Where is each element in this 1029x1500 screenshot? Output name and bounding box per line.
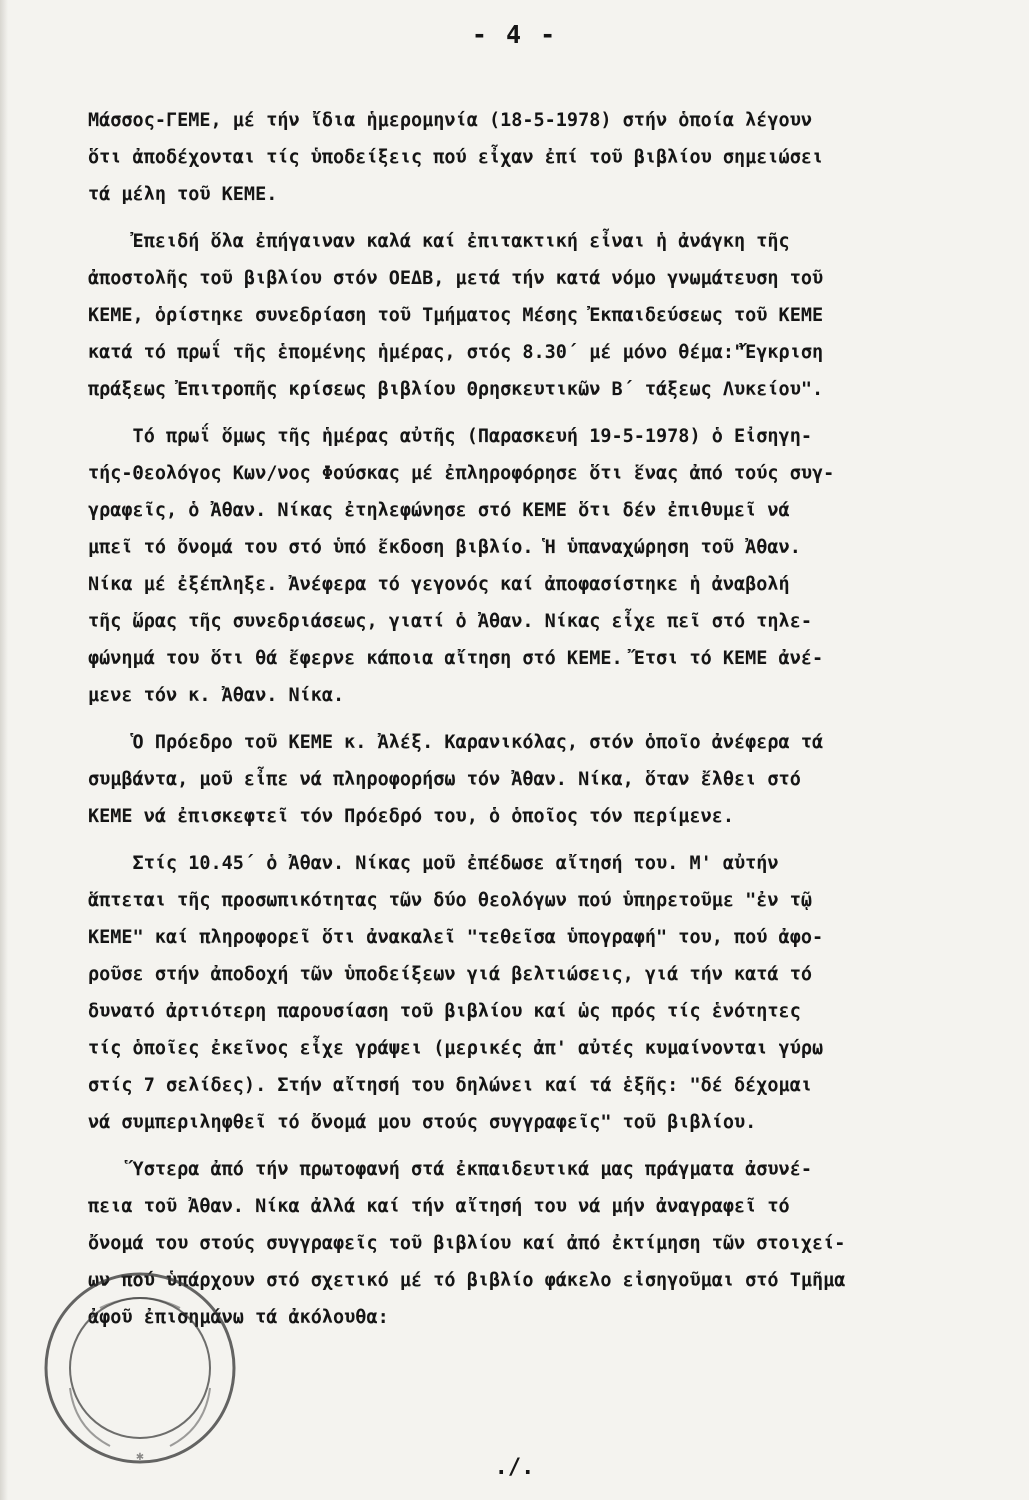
text-line: ΚΕΜΕ νά ἐπισκεφτεῖ τόν Πρόεδρό του, ὁ ὁποῖος τόν περίμενε. <box>88 806 735 827</box>
text-line: γραφεῖς, ὁ Ἀθαν. Νίκας ἐτηλεφώνησε στό ΚΕΜΕ ὅτι δέν ἐπιθυμεῖ νά <box>88 500 790 521</box>
text-line: ροῦσε στήν ἀποδοχή τῶν ὑποδείξεων γιά βελτιώσεις, γιά τήν κατά τό <box>88 964 812 985</box>
text-line: ἀφοῦ ἐπισημάνω τά ἀκόλουθα: <box>88 1307 389 1328</box>
text-line: στίς 7 σελίδες). Στήν αἴτησή του δηλώνει καί τά ἑξῆς: "δέ δέχομαι <box>88 1075 812 1096</box>
text-line: Στίς 10.45΄ ὁ Ἀθαν. Νίκας μοῦ ἐπέδωσε αἴτησή του. Μ' αὐτήν <box>88 853 779 874</box>
text-line: ΚΕΜΕ" καί πληροφορεῖ ὅτι ἀνακαλεῖ "τεθεῖσα ὑπογραφή" του, πού ἀφο- <box>88 927 824 948</box>
text-line: τῆς ὥρας τῆς συνεδριάσεως, γιατί ὁ Ἀθαν. Νίκας εἶχε πεῖ στό τηλε- <box>88 611 812 632</box>
text-line: τά μέλη τοῦ ΚΕΜΕ. <box>88 184 278 205</box>
typewritten-body <box>88 102 988 1336</box>
text-line: Νίκα μέ ἐξέπληξε. Ἀνέφερα τό γεγονός καί ἀποφασίστηκε ἡ ἀναβολή <box>88 574 790 595</box>
scan-edge-shadow <box>0 0 8 1500</box>
text-line: ἅπτεται τῆς προσωπικότητας τῶν δύο θεολόγων πού ὑπηρετοῦμε "ἐν τῷ <box>88 890 812 911</box>
text-line: συμβάντα, μοῦ εἶπε νά πληροφορήσω τόν Ἀθαν. Νίκα, ὅταν ἔλθει στό <box>88 769 801 790</box>
text-line: τίς ὁποῖες ἐκεῖνος εἶχε γράψει (μερικές ἀπ' αὐτές κυμαίνονται γύρω <box>88 1038 824 1059</box>
text-line: πράξεως Ἐπιτροπῆς κρίσεως βιβλίου Θρησκευτικῶν Β΄ τάξεως Λυκείου". <box>88 379 824 400</box>
paragraph-gap <box>88 835 988 845</box>
text-line: μενε τόν κ. Ἀθαν. Νίκα. <box>88 685 345 706</box>
page-number: - 4 - <box>471 20 558 49</box>
official-stamp-icon <box>40 1268 240 1468</box>
svg-text:✱: ✱ <box>135 1452 145 1463</box>
paragraph-gap <box>88 714 988 724</box>
text-line: φώνημά του ὅτι θά ἔφερνε κάποια αἴτηση στό ΚΕΜΕ. Ἔτσι τό ΚΕΜΕ ἀνέ- <box>88 648 824 669</box>
text-line: ων πού ὑπάρχουν στό σχετικό μέ τό βιβλίο φάκελο εἰσηγοῦμαι στό Τμῆμα <box>88 1270 846 1291</box>
text-line: ὄνομά του στούς συγγραφεῖς τοῦ βιβλίου καί ἀπό ἐκτίμηση τῶν στοιχεί- <box>88 1233 846 1254</box>
paragraph-gap <box>88 213 988 223</box>
text-line: Τό πρωΐ ὅμως τῆς ἡμέρας αὐτῆς (Παρασκευή 19-5-1978) ὁ Εἰσηγη- <box>88 426 812 447</box>
text-line: κατά τό πρωΐ τῆς ἑπομένης ἡμέρας, στός 8.30΄ μέ μόνο θέμα:"Ἔγκριση <box>88 342 824 363</box>
text-line: τής-Θεολόγος Κων/νος Φούσκας μέ ἐπληροφόρησε ὅτι ἕνας ἀπό τούς συγ- <box>88 463 835 484</box>
text-line: ἀποστολῆς τοῦ βιβλίου στόν ΟΕΔΒ, μετά τήν κατά νόμο γνωμάτευση τοῦ <box>88 268 824 289</box>
text-line: ΚΕΜΕ, ὁρίστηκε συνεδρίαση τοῦ Τμήματος Μέσης Ἐκπαιδεύσεως τοῦ ΚΕΜΕ <box>88 305 824 326</box>
text-line: Ἐπειδή ὅλα ἐπήγαιναν καλά καί ἐπιτακτική εἶναι ἡ ἀνάγκη τῆς <box>88 231 790 252</box>
text-line: μπεῖ τό ὄνομά του στό ὑπό ἔκδοση βιβλίο. Ἡ ὑπαναχώρηση τοῦ Ἀθαν. <box>88 537 801 558</box>
continuation-mark: ./. <box>494 1455 535 1480</box>
text-line: νά συμπεριληφθεῖ τό ὄνομά μου στούς συγγραφεῖς" τοῦ βιβλίου. <box>88 1112 757 1133</box>
text-line: πεια τοῦ Ἀθαν. Νίκα ἀλλά καί τήν αἴτησή του νά μήν ἀναγραφεῖ τό <box>88 1196 790 1217</box>
paragraph-gap <box>88 1141 988 1151</box>
paragraph-gap <box>88 408 988 418</box>
text-line: Μάσσος-ΓΕΜΕ, μέ τήν ἴδια ἡμερομηνία (18-5-1978) στήν ὁποία λέγουν <box>88 110 812 131</box>
text-line: Ὕστερα ἀπό τήν πρωτοφανή στά ἐκπαιδευτικά μας πράγματα ἀσυνέ- <box>88 1159 812 1180</box>
text-line: Ὁ Πρόεδρο τοῦ ΚΕΜΕ κ. Ἀλέξ. Καρανικόλας, στόν ὁποῖο ἀνέφερα τά <box>88 732 824 753</box>
text-line: δυνατό ἀρτιότερη παρουσίαση τοῦ βιβλίου καί ὡς πρός τίς ἑνότητες <box>88 1001 801 1022</box>
text-line: ὅτι ἀποδέχονται τίς ὑποδείξεις πού εἶχαν ἐπί τοῦ βιβλίου σημειώσει <box>88 147 824 168</box>
